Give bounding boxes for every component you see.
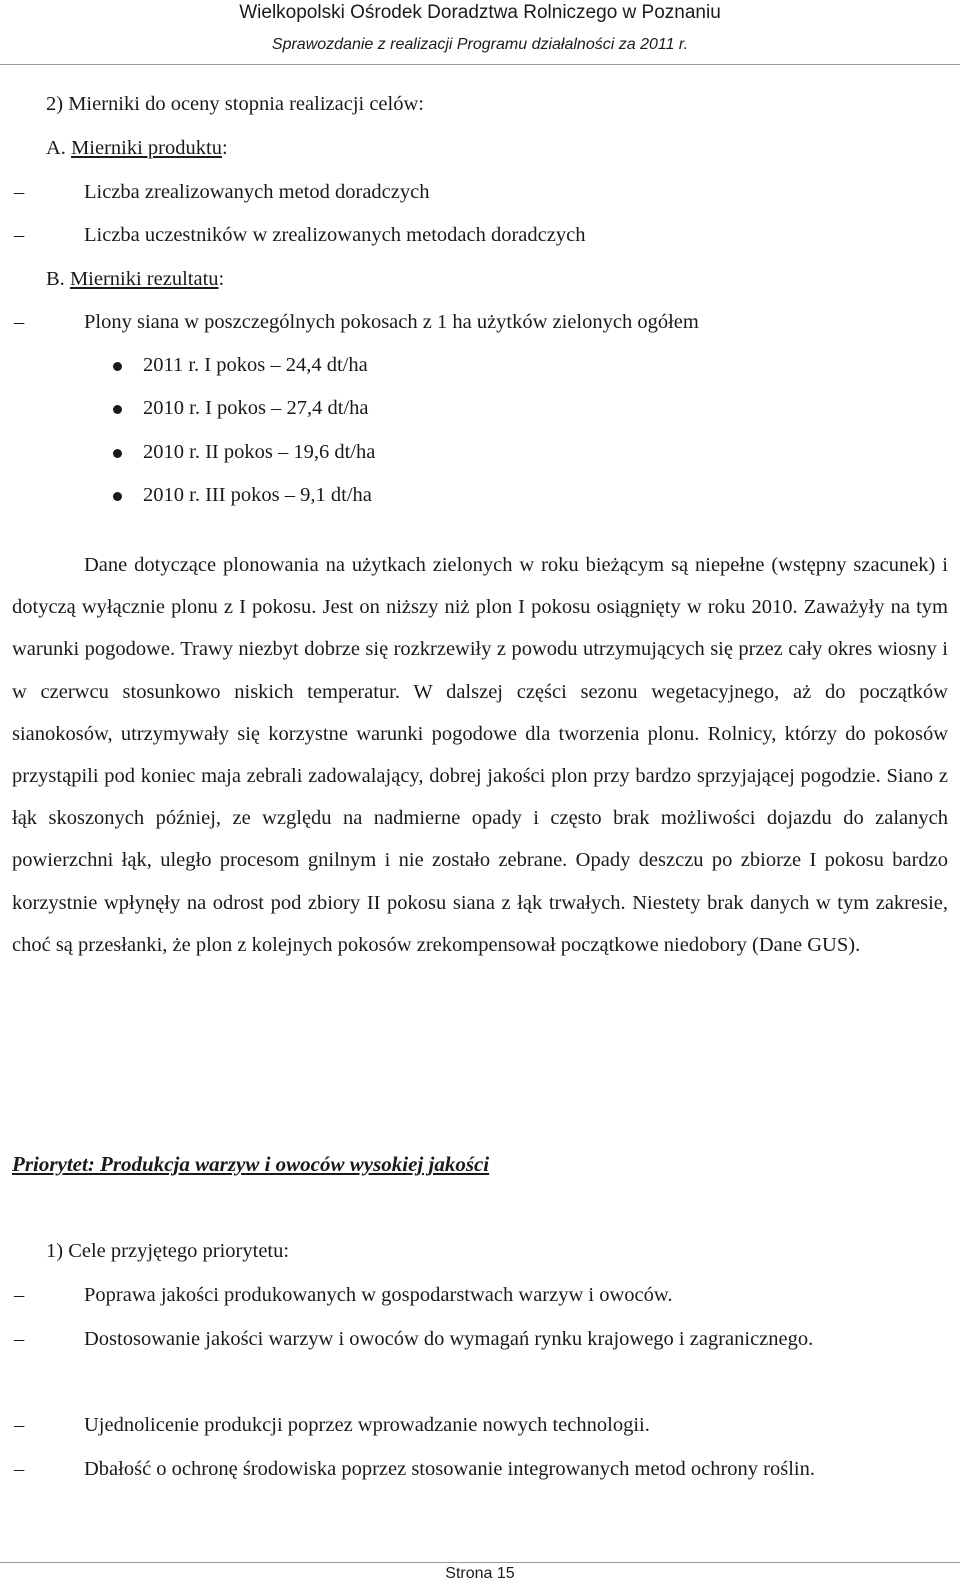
meter-a-heading xyxy=(46,134,228,162)
meter-b-colon: : xyxy=(218,268,225,290)
goal-item: Ujednolicenie produkcji poprzez wprowadzanie nowych technologii. xyxy=(84,1414,650,1436)
yield-item: 2010 r. I pokos – 27,4 dt/ha xyxy=(143,397,369,419)
meter-b-label: Mierniki rezultatu xyxy=(69,268,219,290)
meter-a-item: Liczba zrealizowanych metod doradczych xyxy=(84,181,430,203)
meter-a-item: Liczba uczestników w zrealizowanych metodach doradczych xyxy=(84,224,586,246)
priority-heading: Priorytet: Produkcja warzyw i owoców wysokiej jakości xyxy=(12,1152,490,1176)
header-organization: Wielkopolski Ośrodek Doradztwa Rolniczego w Poznaniu xyxy=(239,2,721,23)
meter-a-prefix: A. xyxy=(46,137,72,159)
meter-a-label: Mierniki produktu xyxy=(71,137,222,159)
page-number: Strona 15 xyxy=(445,1565,515,1582)
goals-title: 1) Cele przyjętego priorytetu: xyxy=(46,1240,290,1262)
body-paragraph xyxy=(12,544,948,966)
meter-a-colon: : xyxy=(221,137,228,159)
paragraph-text: Dane dotyczące plonowania na użytkach zielonych w roku bieżącym są niepełne (wstępny szacunek) i dotyczą wyłącznie plonu z I pokosu. Jest on niższy niż plon I pokosu osiągnięty w roku 2010. Zaważyły na tym warunki pogodowe. Trawy niezbyt dobrze się rozkrzewiły z powodu utrzymujących się przez cały okres wiosny i w czerwcu stosunkowo niskich temperatur. W dalszej części sezonu wegetacyjnego, aż do początków sianokosów, utrzymywały się korzystne warunki pogodowe dla tworzenia plonu. Rolnicy, którzy do pokosów przystąpili pod koniec maja zebrali zadowalający, dobrej jakości plon przy bardzo sprzyjającej pogodzie. Siano z łąk skoszonych później, ze względu na nadmierne opady i często brak możliwości dojazdu do zalanych powierzchni łąk, uległo procesom gnilnym i nie zostało zebrane. Opady deszczu po zbiorze I pokosu bardzo korzystnie wpłynęły na odrost pod zbiory II pokosu siana z łąk trwałych. Niestety brak danych w tym zakresie, choć są przesłanki, że plon z kolejnych pokosów zrekompensował początkowe niedobory (Dane GUS). xyxy=(12,554,948,956)
dash-icon: – xyxy=(14,311,25,333)
yield-item: 2011 r. I pokos – 24,4 dt/ha xyxy=(143,354,368,376)
goal-item: Dbałość o ochronę środowiska poprzez stosowanie integrowanych metod ochrony roślin. xyxy=(84,1458,815,1480)
bullet-icon xyxy=(113,405,122,414)
dash-icon: – xyxy=(14,1284,25,1306)
goal-item: Poprawa jakości produkowanych w gospodarstwach warzyw i owoców. xyxy=(84,1284,673,1306)
goal-item: Dostosowanie jakości warzyw i owoców do wymagań rynku krajowego i zagranicznego. xyxy=(84,1328,814,1350)
dash-icon: – xyxy=(14,224,25,246)
dash-icon: – xyxy=(14,1328,25,1350)
meter-b-item: Plony siana w poszczególnych pokosach z 1 ha użytków zielonych ogółem xyxy=(84,311,699,333)
bullet-icon xyxy=(113,362,122,371)
dash-icon: – xyxy=(14,1414,25,1436)
meter-b-prefix: B. xyxy=(46,268,70,290)
page-footer xyxy=(0,1562,960,1585)
header-report-title: Sprawozdanie z realizacji Programu działalności za 2011 r. xyxy=(271,36,689,53)
page-header xyxy=(0,0,960,65)
dash-icon: – xyxy=(14,1458,25,1480)
bullet-icon xyxy=(113,492,122,501)
meter-b-heading xyxy=(46,265,224,293)
bullet-icon xyxy=(113,449,122,458)
dash-icon: – xyxy=(14,181,25,203)
yield-item: 2010 r. II pokos – 19,6 dt/ha xyxy=(143,441,376,463)
yield-item: 2010 r. III pokos – 9,1 dt/ha xyxy=(143,484,372,506)
section-2-title: 2) Mierniki do oceny stopnia realizacji celów: xyxy=(46,93,424,115)
